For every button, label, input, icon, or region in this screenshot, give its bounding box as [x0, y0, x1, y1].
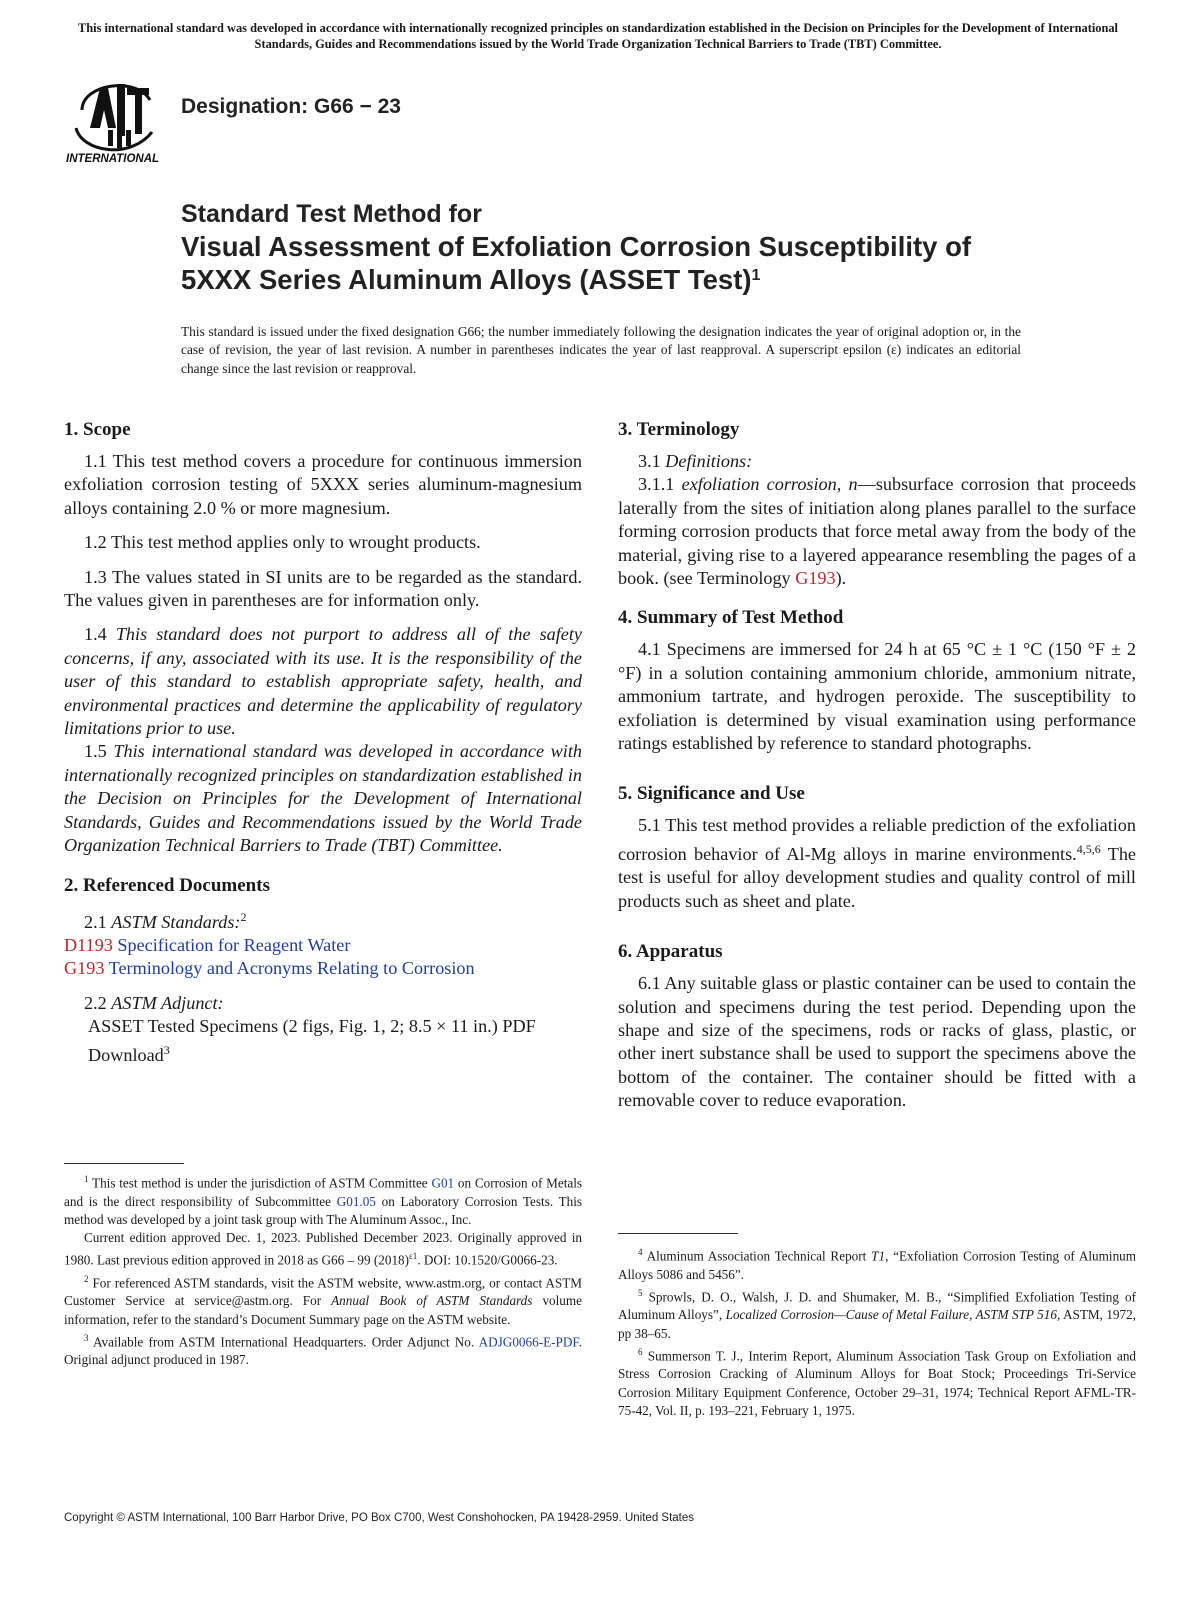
g193-inline-link[interactable]: G193: [795, 568, 836, 589]
para-3-1-1: 3.1.1 exfoliation corrosion, n—subsurface corrosion that proceeds laterally from the sites of initiation along planes parallel to the surface forming corrosion products that force metal away from the body of the material, giving rise to a layered appearance resembling the pages of a book. (see Terminology G193).: [618, 474, 1136, 589]
footnote-rule-left: [64, 1163, 184, 1164]
para-1-5: 1.5 This international standard was developed in accordance with internationally recognized principles on standardization established in the Decision on Principles for the Development of International Standards, Guides and Recommendations issued by the World Trade Organization Technical Barriers to Trade (TBT) Committee.: [64, 741, 583, 856]
g01-link[interactable]: G01: [431, 1175, 455, 1191]
astm-logo: [64, 70, 170, 166]
para-1-3: 1.3 The values stated in SI units are to be regarded as the standard. The values given in parentheses are for information only.: [64, 566, 582, 611]
section-apparatus-heading: 6. Apparatus: [618, 941, 723, 963]
para-4-1: 4.1 Specimens are immersed for 24 h at 65 °C ± 1 °C (150 °F ± 2 °F) in a solution containing ammonium chloride, ammonium nitrate, ammonium tartrate, and hydrogen peroxide. The susceptibility to exfoliation is determined by visual examination using performance ratings established by reference to standard photographs.: [618, 639, 1136, 754]
para-5-1: 5.1 This test method provides a reliable prediction of the exfoliation corrosion behavior of Al-Mg alloys in marine environments.$^{4,5,6}$ The test is useful for alloy development studies and quality control of mill products such as sheet and plate.: [618, 815, 1136, 911]
title-footnote-mark: 1: [751, 267, 761, 284]
section-significance-heading: 5. Significance and Use: [618, 783, 805, 805]
section-scope-heading: 1. Scope: [64, 419, 131, 440]
para-2-1: 2.1 ASTM Standards:$^2$: [84, 909, 247, 932]
logo-international-text: INTERNATIONAL: [66, 153, 160, 165]
right-column: [618, 418, 1136, 1113]
para-2-2: 2.2 ASTM Adjunct:: [84, 992, 224, 1013]
section-terminology-heading: 3. Terminology: [618, 419, 740, 440]
footnotes-left: [64, 1170, 582, 1370]
footnote-1-edition: Current edition approved Dec. 1, 2023. Published December 2023. Originally approved in 1980. Last previous edition approved in 2018 as G66 – 99 $(2018)^{\varepsilon 1}$. DOI: 10.1520/G0066-23.: [64, 1230, 582, 1268]
footnote-5: $^5$ Sprowls, D. O., Walsh, J. D. and Shumaker, M. B., “Simplified Exfoliation Testing of Aluminum Alloys”, Localized Corrosion—Cause of Metal Failure, ASTM STP 516, ASTM, 1972, pp 38–65.: [618, 1287, 1137, 1341]
title-line-2: Visual Assessment of Exfoliation Corrosion Susceptibility of: [181, 231, 972, 262]
document-title: [181, 198, 971, 296]
g01-05-link[interactable]: G01.05: [336, 1193, 376, 1209]
para-3-1: 3.1 Definitions:: [638, 451, 753, 471]
top-notice: This international standard was developed in accordance with internationally recognized principles on standardization established in the Decision on Principles for the Development of International Standards, Guides and Recommendations issued by the World Trade Organization Technical Barriers to Trade (TBT) Committee.: [77, 21, 1119, 51]
footnotes-right: [618, 1243, 1136, 1420]
section-referenced-documents-heading: 2. Referenced Documents: [64, 874, 270, 896]
footnote-1: $^1$ This test method is under the jurisdiction of ASTM Committee G01 on Corrosion of Metals and is the direct responsibility of Subcommittee G01.05 on Laboratory Corrosion Tests. This method was developed by a joint task group with The Aluminum Assoc., Inc.: [64, 1174, 583, 1227]
designation: Designation: G66 − 23: [181, 95, 401, 118]
para-6-1: 6.1 Any suitable glass or plastic container can be used to contain the solution and specimens during the test period. Depending upon the shape and size of the specimens, rods or racks of glass, plastic, or other inert substance shall be used to support the specimens above the bottom of the container. The container should be fitted with a removable cover to reduce evaporation.: [618, 973, 1136, 1111]
title-line-3: 5XXX Series Aluminum Alloys (ASSET Test)$^1$: [181, 264, 761, 295]
footnote-2: $^2$ For referenced ASTM standards, visit the ASTM website, www.astm.org, or contact ASTM Customer Service at service@astm.org. For Annual Book of ASTM Standards volume information, refer to the standard’s Document Summary page on the ASTM website.: [64, 1273, 582, 1327]
para-1-4: 1.4 This standard does not purport to address all of the safety concerns, if any, associated with its use. It is the responsibility of the user of this standard to establish appropriate safety, health, and environmental practices and determine the applicability of regulatory limitations prior to use.: [64, 624, 583, 739]
section-summary-heading: 4. Summary of Test Method: [618, 607, 844, 629]
footnote-6: $^6$ Summerson T. J., Interim Report, Aluminum Association Task Group on Exfoliation and Stress Corrosion Cracking of Aluminum Alloys for Boat Stock; Proceedings Tri-Service Corrosion Military Equipment Conference, October 29–31, 1974; Technical Report AFML-TR-75-42, Vol. II, p. 193–221, February 1, 1975.: [618, 1346, 1137, 1418]
footnote-4: $^4$ Aluminum Association Technical Report T1, “Exfoliation Corrosion Testing of Aluminum Alloys 5086 and 5456”.: [618, 1247, 1137, 1282]
left-column: [64, 418, 582, 1067]
para-1-2: 1.2 This test method applies only to wrought products.: [84, 532, 481, 553]
para-1-1: 1.1 This test method covers a procedure for continuous immersion exfoliation corrosion testing of 5XXX series aluminum-magnesium alloys containing 2.0 % or more magnesium.: [64, 451, 582, 518]
footnote-3: $^3$ Available from ASTM International Headquarters. Order Adjunct No. ADJG0066-E-PDF. Original adjunct produced in 1987.: [64, 1332, 582, 1368]
issue-note: This standard is issued under the fixed designation G66; the number immediately following the designation indicates the year of original adoption or, in the case of revision, the year of last revision. A number in parentheses indicates the year of last reapproval. A superscript epsilon (ε) indicates an editorial change since the last revision or reapproval.: [181, 324, 1021, 376]
footnote-rule-right: [618, 1233, 738, 1234]
adjunct-entry: ASSET Tested Specimens (2 figs, Fig. 1, 2; 8.5 × 11 in.) PDF Download$^3$: [88, 1016, 536, 1065]
copyright-footer: Copyright © ASTM International, 100 Barr Harbor Drive, PO Box C700, West Conshohocken, PA 19428-2959. United States: [64, 1512, 695, 1524]
title-line-1: Standard Test Method for: [181, 200, 482, 228]
reference-d1193-link[interactable]: D1193 Specification for Reagent Water: [64, 934, 351, 955]
reference-g193-link[interactable]: G193 Terminology and Acronyms Relating to Corrosion: [64, 958, 475, 979]
adjunct-order-link[interactable]: ADJG0066-E-PDF: [478, 1334, 579, 1350]
